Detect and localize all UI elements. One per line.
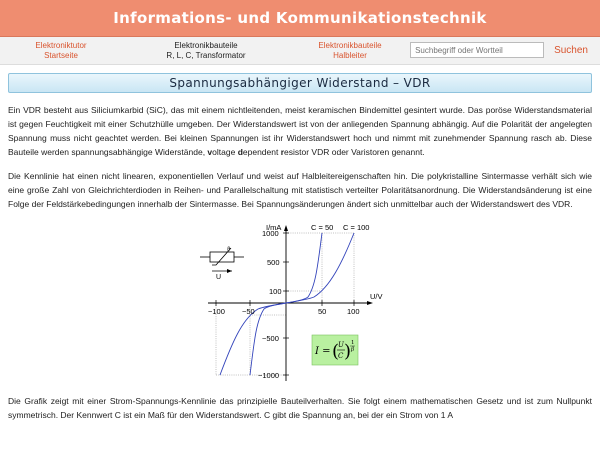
nav-item-startseite[interactable] (25, 41, 97, 61)
paragraph-kennlinie: Die Kennlinie hat einen nicht linearen, exponentiellen Verlauf und weist auf Halbleitereigenschaften hin. Die polykristalline Sintermasse verhält sich wie eine große Zahl von Gleichrichterdioden in Reihen- und Parallelschaltung mit statistisch verteilter Polaritätsanordnung. Die Widerstandsänderung ist eine Folge der Feldstärkebedingungen innerhalb der Sintermasse. Bei Spannungsänderungen ändert sich unmittelbar auch der Widerstandswert des VDR. (8, 171, 592, 209)
text-segment: ependent (242, 147, 281, 157)
vdr-graph (198, 223, 402, 388)
text-segment: esistor VDR oder Varistoren genannt. (284, 147, 425, 157)
x-tick-label: −50 (242, 307, 255, 316)
nav-item-line1: Elektronikbauteile (174, 41, 238, 50)
y-axis-label: I/mA (266, 223, 282, 232)
search-input[interactable] (410, 42, 544, 58)
main-content (0, 65, 600, 422)
x-tick-label: 50 (318, 307, 327, 316)
svg-text:β: β (351, 347, 355, 353)
svg-text:I =: I = (315, 346, 331, 357)
nav-item-line2: Halbleiter (333, 51, 367, 60)
svg-text:ϑ: ϑ (227, 247, 231, 253)
svg-text:C: C (338, 352, 344, 360)
bold-letter: d (237, 147, 243, 157)
nav-item-rlc[interactable] (152, 41, 260, 61)
y-tick-label: −1000 (258, 371, 280, 380)
search-area (410, 42, 588, 58)
svg-text:): ) (344, 341, 352, 362)
text-segment: Ein VDR besteht aus Siliciumkarbid (SiC), das mit einem nichtleitenden, meist keramischen Bindemittel gesintert wurde. Das poröse Widerstandsmaterial ist gegen Feuchtigkeit mit einer Schutzhülle umgeben. Der Widerstandswert ist von der anliegenden Spannung abhängig. Auf die Polarität der angelegten Spannung muss nicht geachtet werden. Bei kleinen Spannungen ist ihr Widerstandswert hoch und nimmt mit zunehmender Spannung rasch ab. Diese Bauteile werden spannungsabhängige Widerstände, (8, 105, 592, 157)
search-button[interactable]: Suchen (554, 44, 588, 56)
svg-text:(: ( (332, 341, 340, 362)
nav-bar (0, 37, 600, 65)
site-header (0, 0, 600, 37)
nav-item-line1: Elektronikbauteile (318, 41, 382, 50)
vdr-symbol-icon (200, 248, 244, 271)
curve-label-c100: C = 100 (343, 223, 370, 232)
paragraph-intro (8, 103, 592, 159)
nav-item-line2: R, L, C, Transformator (166, 51, 246, 60)
bold-letter: v (207, 147, 213, 157)
x-tick-label: −100 (208, 307, 225, 316)
paragraph-grafik: Die Grafik zeigt mit einer Strom-Spannungs-Kennlinie das prinzipielle Bauteilverhalten. Sie folgt einem mathematischen Gesetz und ist zum Nullpunkt symmetrisch. Der Kennwert C ist ein Maß für den Widerstandswert. C gibt die Spannung an, bei der ein Strom von 1 A (8, 396, 592, 420)
y-tick-label: 100 (269, 287, 282, 296)
vdr-characteristic-figure (198, 223, 402, 388)
curve-label-c50: C = 50 (311, 223, 334, 232)
site-title: Informations- und Kommunikationstechnik (113, 9, 487, 27)
text-segment: oltage (212, 147, 238, 157)
x-axis-label: U/V (370, 292, 383, 301)
y-tick-label: 1000 (262, 229, 279, 238)
symbol-voltage-label: U (216, 274, 222, 281)
y-tick-label: −500 (262, 334, 279, 343)
svg-text:U: U (338, 341, 344, 349)
x-tick-label: 100 (347, 307, 360, 316)
svg-text:1: 1 (351, 340, 355, 346)
y-tick-label: 500 (267, 258, 280, 267)
page-title: Spannungsabhängiger Widerstand – VDR (169, 76, 431, 90)
bold-letter: r (280, 147, 285, 157)
nav-item-halbleiter[interactable] (302, 41, 398, 61)
nav-item-line2: Startseite (44, 51, 78, 60)
page-title-bar (8, 73, 592, 93)
nav-item-line1: Elektroniktutor (35, 41, 87, 50)
